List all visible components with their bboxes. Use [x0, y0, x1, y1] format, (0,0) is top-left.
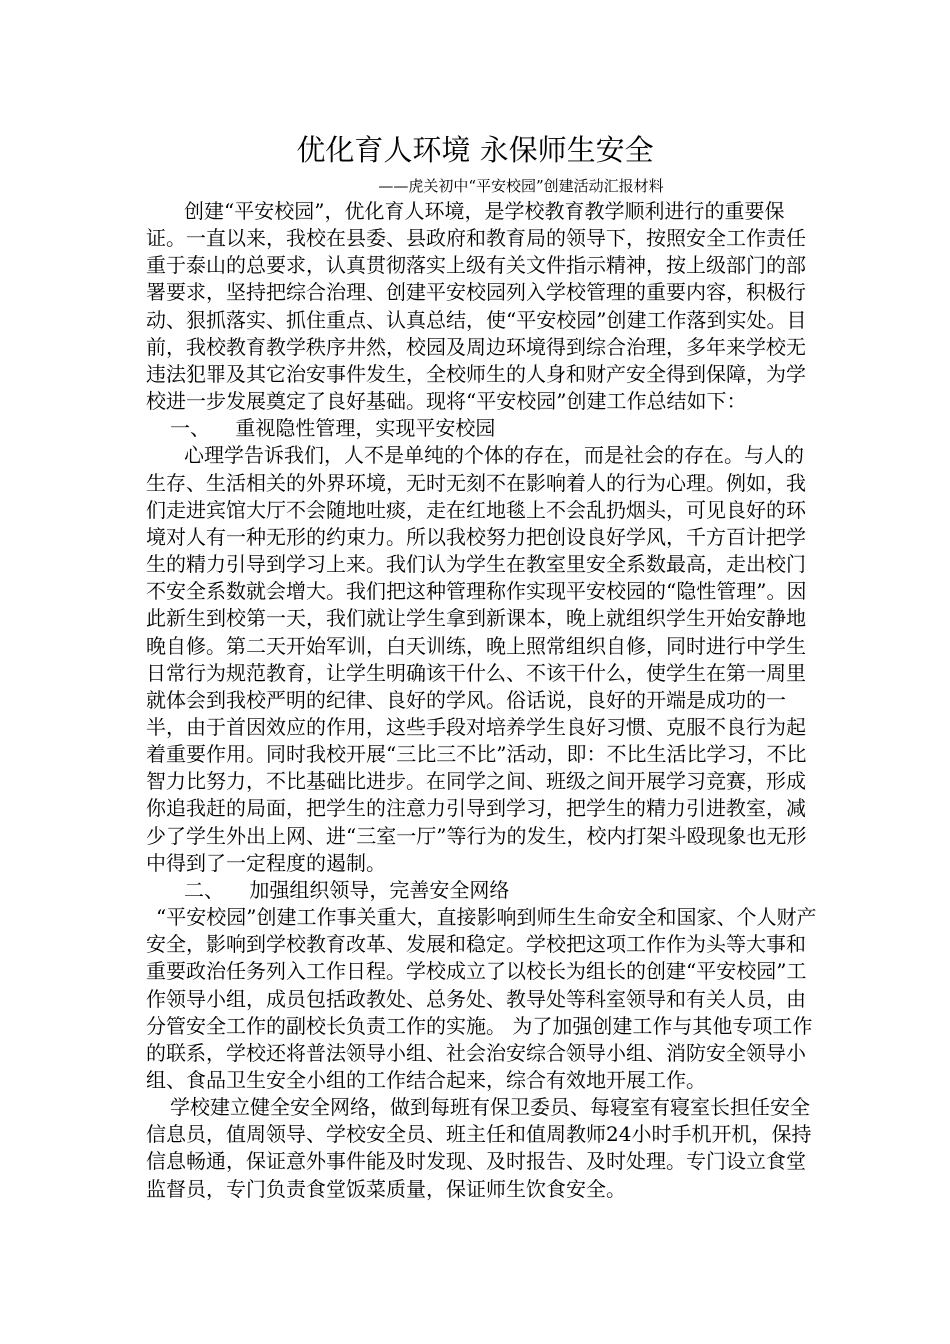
section-heading-1: 一、 重视隐性管理，实现平安校园 — [170, 416, 496, 441]
document-subtitle: ——虎关初中“平安校园”创建活动汇报材料 — [378, 177, 664, 195]
document-title: 优化育人环境 永保师生安全 — [296, 133, 654, 167]
paragraph-safety-network: 学校建立健全安全网络，做到每班有保卫委员、每寝室有寝室长担任安全信息员，值周领导、学校安全员、班主任和值周教师24小时手机开机，保持信息畅通，保证意外事件能及时发现、及时报告、及时处理。专门设立食堂监督员，专门负责食堂饭菜质量，保证师生饮食安全。 — [146, 1095, 812, 1201]
paragraph-section-2: “平安校园”创建工作事关重大，直接影响到师生生命安全和国家、个人财产安全，影响到学校教育改革、发展和稳定。学校把这项工作作为头等大事和重要政治任务列入工作日程。学校成立了以校长为组长的创建“平安校园”工作领导小组，成员包括政教处、总务处、教导处等科室领导和有关人员，由分管安全工作的副校长负责工作的实施。 为了加强创建工作与其他专项工作的联系，学校还将普法领导小组、社会治安综合领导小组、消防安全领导小组、食品卫生安全小组的工作结合起来，综合有效地开展工作。 — [146, 905, 817, 1092]
paragraph-section-1: 心理学告诉我们，人不是单纯的个体的存在，而是社会的存在。与人的生存、生活相关的外界环境，无时无刻不在影响着人的行为心理。例如，我们走进宾馆大厅不会随地吐痰，走在红地毯上不会乱扔烟头，可见良好的环境对人有一种无形的约束力。所以我校努力把创设良好学风，千方百计把学生的精力引导到学习上来。我们认为学生在教室里安全系数最高，走出校门不安全系数就会增大。我们把这种管理称作实现平安校园的“隐性管理”。因此新生到校第一天，我们就让学生拿到新课本，晚上就组织学生开始安静地晚自修。第二天开始军训，白天训练，晚上照常组织自修，同时进行中学生日常行为规范教育，让学生明确该干什么、不该干什么，使学生在第一周里就体会到我校严明的纪律、良好的学风。俗话说，良好的开端是成功的一半，由于首因效应的作用，这些手段对培养学生良好习惯、克服不良行为起着重要作用。同时我校开展“三比三不比”活动，即：不比生活比学习，不比智力比努力，不比基础比进步。在同学之间、班级之间开展学习竞赛，形成你追我赶的局面，把学生的注意力引导到学习，把学生的精力引进教室，减少了学生外出上网、进“三室一厅”等行为的发生，校内打架斗殴现象也无形中得到了一定程度的遏制。 — [146, 443, 807, 875]
section-heading-2: 二、 加强组织领导，完善安全网络 — [184, 877, 510, 902]
document-body — [146, 198, 820, 1203]
paragraph-intro: 创建“平安校园”，优化育人环境，是学校教育教学顺利进行的重要保证。一直以来，我校在县委、县政府和教育局的领导下，按照安全工作责任重于泰山的总要求，认真贯彻落实上级有关文件指示精神，按上级部门的部署要求，坚持把综合治理、创建平安校园列入学校管理的重要内容，积极行动、狠抓落实、抓住重点、认真总结，使“平安校园”创建工作落到实处。目前，我校教育教学秩序井然，校园及周边环境得到综合治理，多年来学校无违法犯罪及其它治安事件发生，全校师生的人身和财产安全得到保障，为学校进一步发展奠定了良好基础。现将“平安校园”创建工作总结如下： — [146, 199, 807, 414]
